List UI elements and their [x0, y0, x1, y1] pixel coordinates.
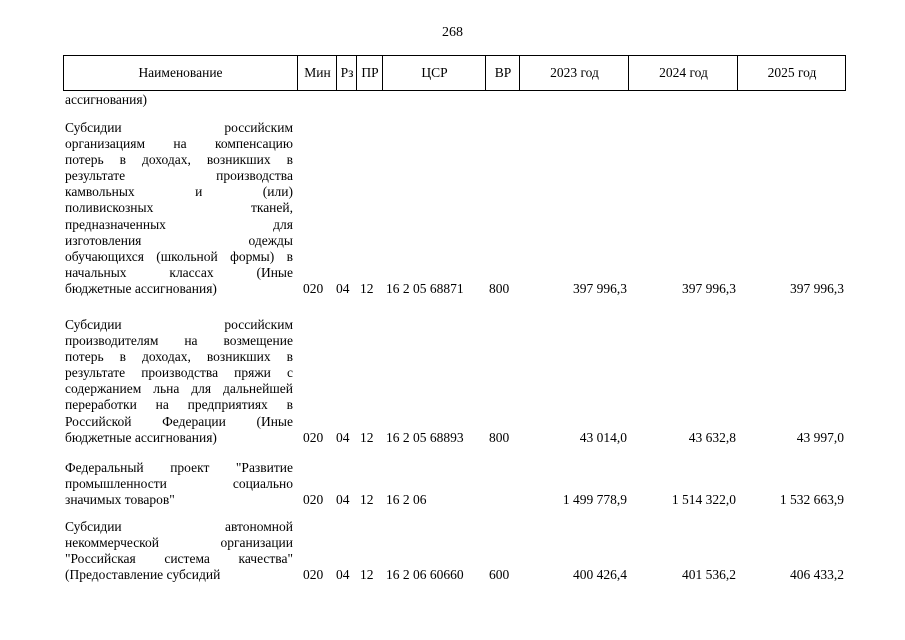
row-name-word: в	[286, 397, 293, 413]
row-name-word: предназначенных	[65, 216, 166, 232]
row-name-line	[65, 136, 293, 152]
row-name-word: (Иные	[256, 264, 293, 280]
row-name-word: в	[286, 152, 293, 168]
row-name-word: для	[191, 381, 212, 397]
row-name-word: переработки	[65, 397, 137, 413]
row-name-word: Российской	[65, 413, 132, 429]
row-name-word: (школьной	[156, 248, 218, 264]
row-name-word: потерь	[65, 152, 104, 168]
row-name-word: пряжи	[234, 365, 271, 381]
row-name-word: потерь	[65, 349, 104, 365]
row-name-line	[65, 414, 293, 430]
row-vr: 800	[489, 281, 510, 296]
row-name-line	[65, 460, 293, 476]
row-min: 020	[303, 281, 324, 296]
row-min: 020	[303, 567, 324, 583]
row-rz: 04	[336, 492, 350, 508]
row-name-line	[65, 233, 293, 249]
row-name-line	[65, 551, 293, 567]
row-name-word: в	[119, 349, 126, 365]
header-name: Наименование	[138, 65, 223, 80]
row-name	[65, 460, 293, 508]
row-csr: 16 2 06	[386, 492, 427, 508]
row-csr: 16 2 06 60660	[386, 567, 464, 583]
row-name	[65, 120, 293, 297]
row-name-word: тканей,	[250, 200, 293, 216]
row-name-word: производителям	[65, 333, 159, 349]
row-name-line	[65, 333, 293, 349]
row-2023: 397 996,3	[573, 281, 627, 296]
header-rz: Рз	[336, 56, 357, 90]
row-name	[65, 519, 293, 583]
row-name-line	[65, 184, 293, 200]
row-pr: 12	[360, 429, 374, 445]
row-name-word: результате	[65, 168, 126, 184]
row-name-word: классах	[169, 264, 214, 280]
row-name-word: в	[286, 248, 293, 264]
row-name-word: для	[273, 216, 293, 232]
row-name-word: возникших	[206, 349, 271, 365]
row-name-word: поливискозных	[65, 200, 154, 216]
row-2023: 400 426,4	[573, 567, 627, 583]
row-name-line	[65, 168, 293, 184]
row-name-word: предприятиях	[187, 397, 268, 413]
header-vr: ВР	[485, 56, 520, 90]
row-name-line: значимых товаров"	[65, 492, 175, 508]
row-name-word: результате	[65, 365, 126, 381]
row-name-line	[65, 265, 293, 281]
row-name-line	[65, 120, 293, 136]
row-name-word: Субсидии	[65, 120, 122, 135]
row-csr: 16 2 05 68871	[386, 281, 464, 296]
row-name-word: социально	[232, 476, 293, 492]
row-vr: 800	[489, 429, 510, 445]
row-2025: 43 997,0	[796, 429, 844, 445]
row-name-word: в	[286, 349, 293, 365]
row-2023: 1 499 778,9	[562, 492, 627, 508]
row-name-word: Субсидии	[65, 317, 122, 332]
row-name-word: автономной	[225, 519, 293, 534]
row-name-word: Федерации	[162, 413, 226, 429]
row-name-word: некоммерческой	[65, 535, 160, 551]
row-name-word: "Развитие	[235, 460, 293, 475]
row-name-word: формы)	[230, 248, 275, 264]
row-name-word: производства	[216, 168, 293, 184]
row-name-line	[65, 535, 293, 551]
row-name-word: возникших	[206, 152, 271, 168]
row-2024: 43 632,8	[688, 429, 736, 445]
row-min: 020	[303, 429, 324, 445]
row-name-line	[65, 519, 293, 535]
row-rz: 04	[336, 429, 350, 445]
row-name-line: бюджетные ассигнования)	[65, 429, 217, 445]
header-min: Мин	[297, 56, 337, 90]
row-name-line	[65, 200, 293, 216]
header-csr: ЦСР	[382, 56, 486, 90]
row-name-word: изготовления	[65, 232, 142, 248]
row-min: 020	[303, 492, 324, 508]
row-name-word: камвольных	[65, 184, 135, 200]
row-name-word: одежды	[248, 232, 293, 248]
row-name-word: на	[155, 397, 169, 413]
row-name-word: на	[184, 333, 198, 349]
row-2024: 1 514 322,0	[671, 492, 736, 508]
header-2023: 2023 год	[519, 56, 629, 90]
row-2025: 397 996,3	[790, 281, 844, 296]
row-name-line	[65, 397, 293, 413]
row-name-word: дальнейшей	[223, 381, 293, 397]
row-name-word: доходах,	[141, 152, 191, 168]
row-name-word: (или)	[262, 184, 293, 200]
header-2024: 2024 год	[628, 56, 738, 90]
row-name-word: российским	[224, 317, 293, 332]
row-name-line	[65, 152, 293, 168]
row-name-line	[65, 217, 293, 233]
header-2025: 2025 год	[737, 56, 846, 90]
row-name-word: обучающихся	[65, 248, 144, 264]
row-csr: 16 2 05 68893	[386, 429, 464, 445]
row-name-line: бюджетные ассигнования)	[65, 280, 217, 296]
row-name-word: производства	[141, 365, 219, 381]
row-pr: 12	[360, 492, 374, 508]
row-name-word: и	[195, 184, 203, 200]
row-2025: 1 532 663,9	[779, 492, 844, 508]
row-name-word: доходах,	[141, 349, 191, 365]
row-name-word: проект	[170, 460, 210, 475]
row-name	[65, 317, 293, 446]
row-name-word: "Российская	[65, 551, 136, 567]
row-name-word: система	[164, 551, 210, 567]
row-2024: 397 996,3	[682, 281, 736, 296]
row-name-word: содержанием	[65, 381, 142, 397]
row-name-line	[65, 349, 293, 365]
row-rz: 04	[336, 281, 350, 296]
table-header	[63, 55, 846, 91]
row-name-line	[65, 317, 293, 333]
carryover-text: ассигнования)	[65, 92, 148, 107]
row-name-word: организации	[220, 535, 293, 551]
row-name-line: (Предоставление субсидий	[65, 567, 221, 583]
row-2025: 406 433,2	[790, 567, 844, 583]
row-pr: 12	[360, 281, 374, 296]
row-name-word: качества"	[238, 551, 293, 567]
row-name-word: с	[287, 365, 293, 381]
row-name-word: в	[119, 152, 126, 168]
row-name-line	[65, 365, 293, 381]
row-name-word: возмещение	[223, 333, 293, 349]
row-name-line	[65, 381, 293, 397]
row-name-word: компенсацию	[214, 136, 293, 152]
row-2023: 43 014,0	[579, 429, 627, 445]
row-pr: 12	[360, 567, 374, 583]
row-name-line	[65, 476, 293, 492]
row-name-word: начальных	[65, 264, 127, 280]
row-name-word: (Иные	[256, 413, 293, 429]
row-name-word: промышленности	[65, 476, 167, 492]
row-2024: 401 536,2	[682, 567, 736, 583]
row-name-word: российским	[224, 120, 293, 135]
row-name-word: льна	[153, 381, 180, 397]
page-number: 268	[442, 25, 463, 40]
row-name-line	[65, 249, 293, 265]
row-name-word: на	[173, 136, 187, 152]
row-vr: 600	[489, 567, 510, 583]
row-name-word: Федеральный	[65, 460, 144, 475]
header-pr: ПР	[356, 56, 383, 90]
row-name-word: организациям	[65, 136, 146, 152]
row-name-word: Субсидии	[65, 519, 122, 534]
row-rz: 04	[336, 567, 350, 583]
